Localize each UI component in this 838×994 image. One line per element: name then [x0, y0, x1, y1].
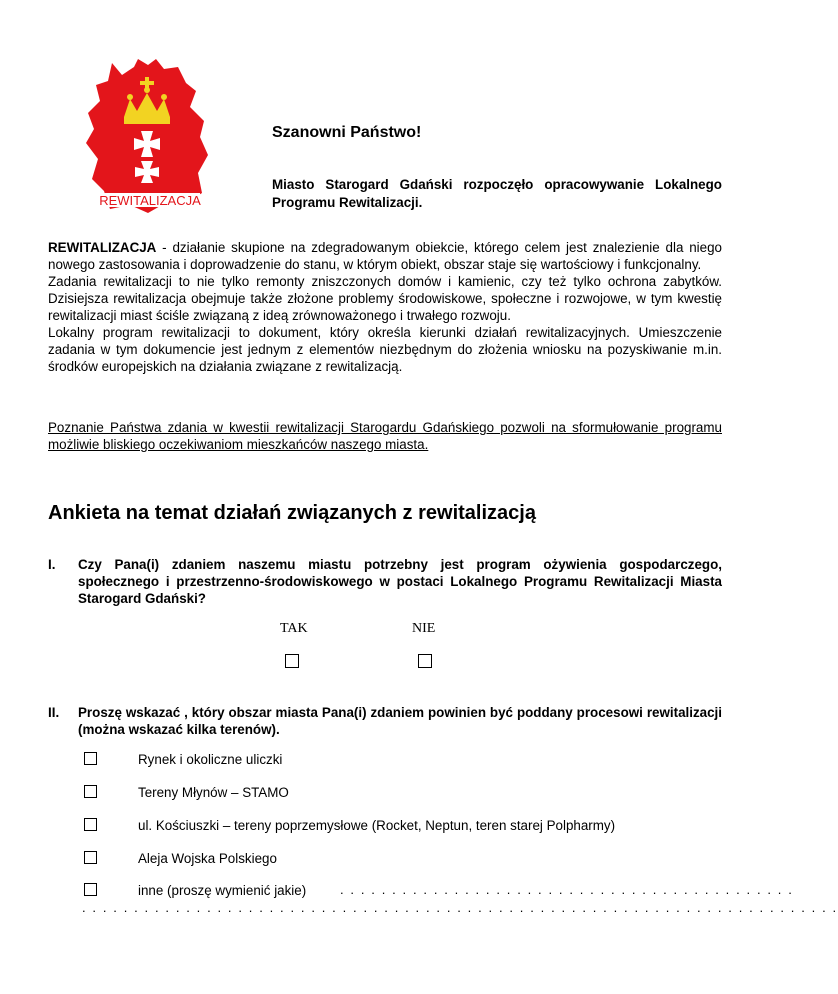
logo-text: REWITALIZACJA [99, 193, 201, 208]
question-2 [48, 704, 722, 744]
question-2-number: II. [48, 705, 60, 720]
answer-yes-label: TAK [280, 621, 308, 636]
survey-title: Ankieta na temat działań związanych z rewitalizacją [48, 502, 536, 524]
option-checkbox-5[interactable] [84, 883, 97, 896]
definition-paragraph-2: Zadania rewitalizacji to nie tylko remonty zniszczonych domów i kamienic, czy też tylko ochrona zabytków. Dzisiejsza rewitalizacja obejmuje także złożone problemy środowiskowe, społeczne i rozwojowe, w tym kwestię rewitalizacji miast ściśle związaną z ideą zrównoważonego i trwałego rozwoju. [48, 274, 722, 323]
intro-text: Miasto Starogard Gdański rozpoczęło opracowywanie Lokalnego Programu Rewitalizacji. [272, 177, 722, 210]
question-1-text: Czy Pana(i) zdaniem naszemu miastu potrzebny jest program ożywienia gospodarczego, społecznego i przestrzenno-środowiskowego w postaci Lokalnego Programu Rewitalizacji Miasta Starogard Gdański? [78, 557, 722, 606]
option-checkbox-2[interactable] [84, 785, 97, 798]
option-label-1: Rynek i okoliczne uliczki [138, 752, 283, 767]
question-1 [48, 556, 722, 616]
option-checkbox-4[interactable] [84, 851, 97, 864]
option-label-2: Tereny Młynów – STAMO [138, 785, 289, 800]
definition-paragraph [48, 239, 722, 273]
definition-term: REWITALIZACJA [48, 240, 157, 255]
note-text: Poznanie Państwa zdania w kwestii rewitalizacji Starogardu Gdańskiego pozwoli na sformułowanie programu możliwie bliskiego oczekiwaniom mieszkańców naszego miasta. [48, 420, 722, 452]
option-checkbox-1[interactable] [84, 752, 97, 765]
definition-section [48, 239, 722, 375]
greeting-heading: Szanowni Państwo! [272, 124, 422, 141]
answer-no-checkbox[interactable] [418, 654, 432, 668]
option-checkbox-3[interactable] [84, 818, 97, 831]
option-label-3: ul. Kościuszki – tereny poprzemysłowe (Rocket, Neptun, teren starej Polpharmy) [138, 818, 616, 833]
answer-no-label: NIE [412, 621, 436, 636]
definition-paragraph-3: Lokalny program rewitalizacji to dokument, który określa kierunki działań rewitalizacyjnych. Umieszczenie zadania w tym dokumencie jest jednym z elementów niezbędnym do złożenia wniosku na pozyskiwanie m.in. środków europejskich na działania związane z rewitalizacją. [48, 325, 722, 374]
answer-yes-checkbox[interactable] [285, 654, 299, 668]
fill-in-line-1[interactable]: . . . . . . . . . . . . . . . . . . . . . . . . . . . . . . . . . . . . . . . . . . . . [340, 882, 794, 897]
question-2-text: Proszę wskazać , który obszar miasta Pana(i) zdaniem powinien być poddany procesowi rewitalizacji (można wskazać kilka terenów). [78, 705, 722, 737]
rewitalizacja-logo [82, 55, 212, 215]
option-label-5: inne (proszę wymienić jakie) [138, 883, 307, 898]
question-1-number: I. [48, 557, 56, 572]
definition-text: - działanie skupione na zdegradowanym obiekcie, którego celem jest znalezienie dla niego nowego zastosowania i doprowadzenie do stanu, w którym obiekt, obszar staje się wartościowy i funkcjonalny. [48, 240, 722, 272]
option-label-4: Aleja Wojska Polskiego [138, 851, 277, 866]
fill-in-line-2[interactable]: . . . . . . . . . . . . . . . . . . . . . . . . . . . . . . . . . . . . . . . . . . . . . . . . . . . . . . . . . . . . . . . . . . . . . . . . . [82, 900, 838, 915]
